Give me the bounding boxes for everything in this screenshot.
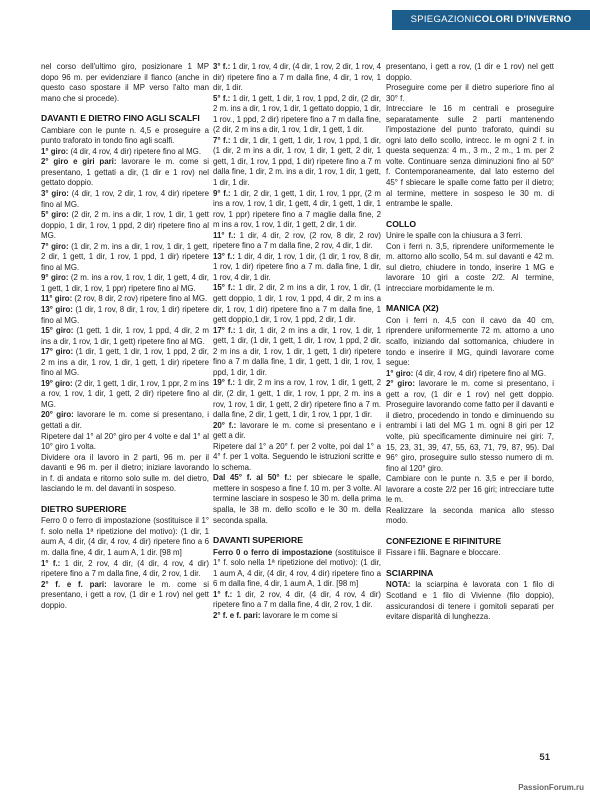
paragraph (213, 611, 381, 622)
paragraph-text: presentano, i gett a rov, (1 dir e 1 rov) nel gett doppio. (386, 62, 554, 82)
step-label: 5° f.: (213, 93, 231, 103)
paragraph-text: per sbiecare le spalle, mettere in sospeso a fine f. 10 m. per 3 volte. Al termine lasciare in sospeso le 30 m. della prima spalla, le 38 m. dello scollo e le 30 m. della seconda spalla. (213, 473, 382, 525)
paragraph (41, 559, 209, 580)
section-heading: COLLO (386, 218, 417, 229)
watermark: PassionForum.ru (518, 783, 584, 792)
step-label: 15° f.: (213, 283, 236, 293)
paragraph-text: Cambiare con le punte n. 3,5 e per il bordo, lavorare a coste 2/2 per 16 giri; intrecciare tutte le m. (386, 474, 554, 505)
paragraph-text: Fissare i fili. Bagnare e bloccare. (386, 548, 501, 558)
paragraph-text: Unire le spalle con la chiusura a 3 ferri. (386, 231, 523, 241)
section-heading: DIETRO SUPERIORE (41, 503, 127, 514)
paragraph-text: (4 dir, 4 rov, 4 dir) ripetere fino al MG. (413, 368, 547, 378)
paragraph-text: 1 dir, 2 rov, 4 dir, (4 dir, 4 rov, 4 dir) ripetere fino a 7 m dalla fine, 4 dir, 2 rov, 1 dir. (213, 589, 381, 610)
paragraph-text: lavorare le m. come si presentano e i gett a dir. (213, 420, 381, 441)
step-label: NOTA: (386, 580, 411, 590)
step-label: 2° giro e giri pari: (41, 157, 117, 167)
paragraph (386, 62, 554, 83)
section-heading: CONFEZIONE E RIFINITURE (386, 535, 502, 546)
paragraph-text: 1 dir, 2 rov, 4 dir, (4 dir, 4 rov, 4 dir) ripetere fino a 7 m dalla fine, 4 dir, 2 rov, 1 dir. (41, 558, 209, 579)
paragraph (41, 432, 209, 453)
step-label: Ferro 0 o ferro di impostazione (213, 547, 333, 557)
paragraph-text: lavorare le m. come si presentano, i gett a rov, (1 dir e 1 rov) nel gett doppio. Proseguire lavorando come fatto per il davanti e il dietro, procedendo in tondo e diminuendo su entrambi i lati del MG 1 m. ogni 8 giri per 12 volte, più specificamente diminuire nei giri: 7, 15, 23, 31, 39, 47, 55, 63, 71, 79, 87, 95). Dal 96° giro, proseguire sullo stesso numero di m. fino al 120° giro. (386, 379, 554, 473)
paragraph (213, 94, 381, 136)
paragraph-text: (sostituisce il 1° f. solo nella 1ª ripetizione del motivo): (1 dir, 1 aum A, 4 dir, (4 dir, 4 rov, 4 dir) ripetere fino a 6 m dalla fine, 4 dir, 1 aum A, 1 dir. [98 m] (213, 547, 382, 589)
paragraph-text: 1 dir, 2 dir, 1 gett, 1 dir, 1 rov, 1 ppr, (2 m ins a rov, 1 rov, 1 dir, 1 gett, 4 dir, 1 gett, 1 dir, 1 rov, 1 ppr) ripetere fino a 7 maglie dalla fine, 2 m ins a rov, 1 rov, 1 dir, 1 gett, 2 dir, 1 dir. (213, 188, 381, 230)
paragraph (41, 326, 209, 347)
paragraph (41, 273, 209, 294)
section-heading: DAVANTI SUPERIORE (213, 535, 303, 546)
step-label: 7° giro: (41, 241, 69, 251)
step-label: 11° f.: (213, 230, 236, 240)
paragraph (41, 580, 209, 612)
paragraph (213, 421, 381, 442)
step-label: 3° f.: (213, 62, 231, 71)
paragraph-text: 1 dir, 2 dir, 2 m ins a dir, 1 rov, 1 dir, (1 gett doppio, 1 dir, 1 rov, 1 ppd, 4 dir, 2 m ins a dir, 1 rov, 1 dir) ripetere fino a 7 m dalla fine, 1 gett doppio,1 dir, 1 rov, 1 ppd, 2 dir, 1 dir. (213, 283, 381, 325)
step-label: 1° giro: (41, 146, 69, 156)
column-right (386, 62, 554, 623)
paragraph (41, 379, 209, 411)
paragraph (41, 210, 209, 242)
column-left (41, 62, 209, 611)
paragraph-text: (1 gett, 1 dir, 1 rov, 1 ppd, 4 dir, 2 m ins a dir, 1 rov, 1 dir, 1 gett) ripetere fino al MG. (41, 326, 209, 346)
step-label: 9° f.: (213, 188, 231, 198)
paragraph-text: Con i ferri n. 3,5, riprendere uniformemente le m. attorno allo scollo, 54 m. sul davanti e 42 m. sul dietro, chiudere in tondo, inserire 1 MG e lavorare 10 giri a coste 2/2. Al termine, intrecciare morbidamente le m. (386, 241, 554, 293)
step-label: 2° giro: (386, 379, 415, 389)
paragraph (386, 242, 554, 295)
step-label: 15° giro: (41, 326, 74, 336)
step-label: 2° f. e f. pari: (41, 579, 107, 589)
paragraph-text: Ripetere dal 1° a 20° f. per 2 volte, poi dal 1° a 4° f. per 1 volta. Seguendo le istruzioni scritte e lo schema. (213, 441, 381, 472)
paragraph-text: Ferro 0 o ferro di impostazione (sostituisce il 1° f. solo nella 1ª ripetizione del motivo): (1 dir, 1 aum A, 4 dir, (4 dir, 4 rov, 4 dir) ripetere fino a 6 m. dalla fine, 4 dir, 1 aum A, 1 dir. [98 m] (41, 516, 209, 557)
paragraph-text: Con i ferri n. 4,5 con il cavo da 40 cm, riprendere uniformemente 72 m. attorno a uno scalfo, iniziando dal sottomanica, chiudere in tondo e inserire il MG, quindi lavorare come segue: (386, 315, 554, 368)
paragraph-text: la sciarpina è lavorata con 1 filo di Scotland e 1 filo di Vivienne (filo doppio), assicurandosi di tenere i gomitoli separati per evitare disparità di lunghezza. (386, 580, 554, 622)
paragraph-text: (1 dir, 2 m. ins a dir, 1 rov, 1 dir, 1 gett, 2 dir, 1 gett, 1 dir, 1 rov, 1 ppd, 1 dir) ripetere fino al MG. (41, 241, 209, 272)
paragraph-text: Dividere ora il lavoro in 2 parti, 96 m. per il davanti e 96 m. per il dietro; iniziare lavorando in f. di andata e ritorno solo sulle m. del dietro, lasciando le m. del davanti in sospeso. (41, 452, 209, 494)
paragraph-text: 1 dir, 1 dir, 2 m ins a dir, 1 rov, 1 dir, 1 gett, 1 dir, (1 dir, 1 gett, 1 dir, 1 rov, 1 ppd, 2 dir, 2 m ins a dir, 1 rov, 1 dir, 1 gett, 1 dir) ripetere fino a 7 m dalla fine, 1 dir, 1 gett, 1 dir, 1 rov, 1 ppd, 1 dir, 1 dir. (213, 325, 381, 377)
paragraph-text: lavorare le m come si (260, 610, 338, 620)
step-label: Dal 45° f. al 50° f.: (213, 473, 292, 483)
paragraph (41, 347, 209, 379)
step-label: 17° giro: (41, 347, 74, 357)
step-label: 3° giro: (41, 188, 69, 198)
paragraph-text: (4 dir, 4 rov, 4 dir) ripetere fino al MG. (68, 146, 202, 156)
step-label: 13° giro: (41, 304, 73, 314)
paragraph (41, 294, 209, 305)
paragraph (213, 442, 381, 474)
paragraph (41, 305, 209, 326)
paragraph (213, 283, 381, 325)
paragraph-text: 1 dir, 4 dir, 2 rov, (2 rov, 8 dir, 2 rov) ripetere fino a 7 m dalla fine, 2 rov, 4 dir, 1 dir. (213, 230, 381, 251)
paragraph-text: 1 dir, 1 dir, 1 gett, 1 dir, 1 rov, 1 ppd, 1 dir, (1 dir, 2 m ins a dir, 1 rov, 1 dir, 1 gett, 2 dir, 1 gett, 1 dir, 1 rov, 1 ppd, 1 dir) ripetere fino a 7 m dalla fine, 1 dir, 2 m. ins a dir, 1 rov, 1 dir, 1 gett, 1 dir, 1 dir. (213, 135, 381, 188)
paragraph-text: lavorare le m. come si presentano, i gett a rov, (1 dir e 1 rov) nel gett doppio. (41, 579, 209, 610)
paragraph (213, 473, 381, 526)
step-label: 1° f.: (213, 589, 233, 599)
paragraph (213, 548, 381, 590)
paragraph (386, 474, 554, 506)
paragraph (213, 590, 381, 611)
section-heading: SCIARPINA (386, 567, 434, 578)
header-title: COLORI D'INVERNO (474, 14, 572, 25)
paragraph-text: (4 dir, 1 rov, 2 dir, 1 rov, 4 dir) ripetere fino al MG. (41, 188, 209, 209)
paragraph-text: 1 dir, 1 rov, 4 dir, (4 dir, 1 rov, 2 dir, 1 rov, 4 dir) ripetere fino a 7 m dalla fine, 4 dir, 1 rov, 1 dir, 1 dir. (213, 62, 381, 93)
paragraph-text: Cambiare con le punte n. 4,5 e proseguire a punto traforato in tondo fino agli scalfi. (41, 125, 209, 146)
paragraph-text: nel corso dell'ultimo giro, posizionare 1 MP dopo 96 m. per evidenziare il fianco (anche in questo caso spostare il MP verso l'alto man mano che si procede). (41, 62, 209, 103)
step-label: 5° giro: (41, 210, 69, 220)
paragraph (41, 516, 209, 558)
paragraph-text: Intrecciare le 16 m centrali e proseguire separatamente sulle 2 parti mantenendo l'impostazione del punto traforato, quindi su ogni lato dello scollo, intrecc. le m ogni 2 f. in questa sequenza: 4 m., 3 m., 2 m., 1 m. per 2 volte. Continuare senza diminuzioni fino al 50° f. Contemporaneamente, dal lato esterno del 45° f sbiecare le spalle come fatto per il dietro; al termine, mettere in sospeso le 30 m. di entrambe le spalle. (386, 104, 554, 209)
paragraph (386, 83, 554, 104)
section-heading: MANICA (X2) (386, 303, 439, 314)
paragraph (386, 506, 554, 527)
step-label: 20° f.: (213, 420, 237, 430)
step-label: 19° f.: (213, 378, 236, 388)
paragraph (213, 378, 381, 420)
paragraph (41, 453, 209, 495)
paragraph-text: lavorare le m. come si presentano, i gettati a dir. (41, 410, 210, 430)
paragraph-text: 1 dir, 1 gett, 1 dir, 1 rov, 1 ppd, 2 dir, (2 dir, 2 m. ins a dir, 1 rov, 1 dir, 1 gettato doppio, 1 dir, 1 rov., 1 ppd, 2 dir) ripetere fino a 7 m dalla fine, (2 dir, 2 m ins a dir, 1 rov, 1 dir, 1 gett, 1 dir. (213, 93, 381, 135)
paragraph (213, 62, 381, 94)
paragraph (213, 252, 381, 284)
paragraph (41, 62, 209, 104)
paragraph-text: (2 m. ins a rov, 1 rov, 1 dir, 1 gett, 4 dir, 1 gett, 1 dir, 1 rov, 1 ppr) ripetere fino al MG. (41, 273, 209, 293)
paragraph-text: (2 rov, 8 dir, 2 rov) ripetere fino al MG. (72, 294, 208, 304)
paragraph-text: Realizzare la seconda manica allo stesso modo. (386, 505, 554, 526)
paragraph (41, 126, 209, 147)
step-label: 13° f.: (213, 251, 235, 261)
paragraph (386, 316, 554, 369)
paragraph (386, 379, 554, 474)
paragraph (41, 242, 209, 274)
paragraph (386, 104, 554, 209)
paragraph (213, 136, 381, 189)
paragraph (213, 189, 381, 231)
paragraph-text: (1 dir, 1 gett, 1 dir, 1 rov, 1 ppd, 2 dir, 2 m ins a dir, 1 rov, 1 dir, 1 gett, 1 dir) ripetere fino al MG. (41, 347, 210, 378)
paragraph (41, 189, 209, 210)
paragraph (386, 231, 554, 242)
paragraph-text: (2 dir, 1 gett, 1 dir, 1 rov, 1 ppr, 2 m ins a rov, 1 rov, 1 dir, 1 gett, 2 dir) ripetere fino al MG. (41, 378, 209, 409)
paragraph (41, 410, 209, 431)
step-label: 11° giro: (41, 294, 73, 304)
section-heading: DAVANTI E DIETRO FINO AGLI SCALFI (41, 113, 200, 124)
paragraph-text: lavorare le m. come si presentano, 1 gettati a dir, (1 dir e 1 rov) nel gettato doppio. (41, 157, 210, 188)
paragraph-text: 1 dir, 2 m ins a rov, 1 rov, 1 dir, 1 gett, 2 dir, (2 dir, 1 gett, 1 dir, 1 rov, 1 ppr, 2 m. ins a rov, 1 rov, 1 dir, 1 gett, 2 dir) ripetere fino a 7 m. dalla fine, 2 dir, 1 gett, 1 dir, 1 rov, 1 ppr, 1 dir. (213, 378, 381, 420)
column-middle (213, 62, 381, 621)
paragraph (386, 548, 554, 559)
step-label: 19° giro: (41, 378, 73, 388)
step-label: 2° f. e f. pari: (213, 610, 261, 620)
step-label: 1° giro: (386, 368, 414, 378)
step-label: 17° f.: (213, 325, 236, 335)
paragraph (213, 231, 381, 252)
page-number: 51 (539, 752, 550, 763)
section-header (392, 10, 590, 30)
paragraph (386, 580, 554, 622)
paragraph (41, 157, 209, 189)
paragraph (386, 369, 554, 380)
paragraph (213, 326, 381, 379)
paragraph-text: (1 dir, 1 rov, 8 dir, 1 rov, 1 dir) ripetere fino al MG. (41, 304, 209, 325)
paragraph-text: 1 dir, 4 dir, 1 rov, 1 dir, (1 dir, 1 rov, 8 dir, 1 rov, 1 dir) ripetere fino a 7 m. dalla fine, 1 dir, 1 rov, 4 dir, 1 dir. (213, 251, 381, 282)
step-label: 9° giro: (41, 273, 69, 283)
step-label: 20° giro: (41, 410, 74, 420)
paragraph-text: Proseguire come per il dietro superiore fino al 30° f. (386, 83, 554, 103)
step-label: 7° f.: (213, 135, 231, 145)
paragraph-text: (2 dir, 2 m. ins a dir, 1 rov, 1 dir, 1 gett doppio, 1 dir, 1 rov, 1 ppd, 2 dir) ripetere fino al MG. (41, 210, 209, 241)
step-label: 1° f.: (41, 558, 61, 568)
paragraph (41, 147, 209, 158)
paragraph-text: Ripetere dal 1° al 20° giro per 4 volte e dal 1° al 10° giro 1 volta. (41, 431, 209, 452)
header-section: SPIEGAZIONI (410, 14, 475, 25)
